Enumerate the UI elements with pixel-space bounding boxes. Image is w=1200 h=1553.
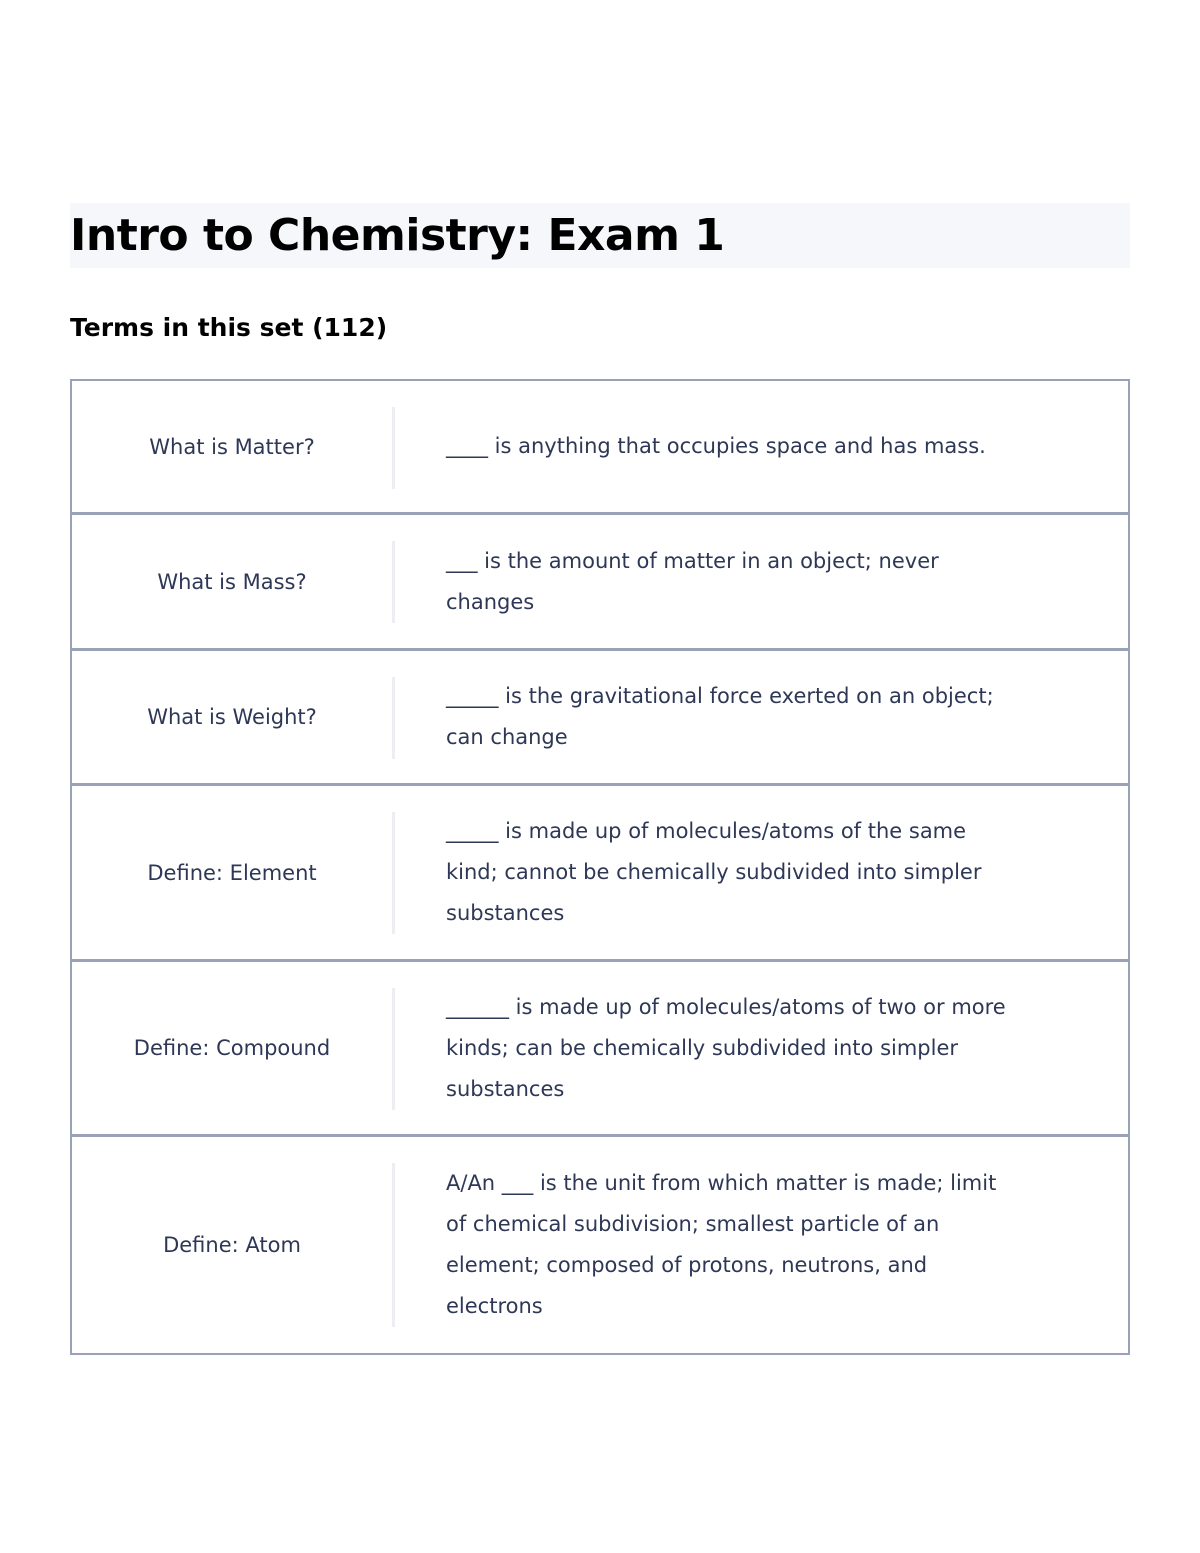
table-row [72,651,1128,786]
term-text: What is Weight? [147,705,317,729]
table-row [72,962,1128,1137]
term-text: Define: Compound [133,1036,331,1060]
column-divider [392,407,395,489]
term-text: What is Mass? [157,569,307,594]
definition-text: _____ is the gravitational force exerted on an object; can change [446,684,994,749]
table-row [72,786,1128,962]
term-text: Define: Element [147,860,317,885]
column-divider [392,677,395,759]
column-divider [392,541,395,623]
title-bar [70,203,1130,268]
definition-text: ___ is the amount of matter in an object; never changes [446,548,939,614]
table-row [72,381,1128,515]
terms-table [70,379,1130,1355]
column-divider [392,1163,395,1327]
definition-text: ____ is anything that occupies space and has mass. [446,434,986,458]
table-row [72,515,1128,651]
definition-text: ______ is made up of molecules/atoms of two or more kinds; can be chemically subdivided into simpler substances [446,994,1006,1101]
page-title: Intro to Chemistry: Exam 1 [70,210,725,261]
term-text: Define: Atom [163,1233,301,1257]
table-row [72,1137,1128,1353]
definition-text: _____ is made up of molecules/atoms of the same kind; cannot be chemically subdivided into simpler substances [446,819,982,925]
definition-text: A/An ___ is the unit from which matter is made; limit of chemical subdivision; smallest particle of an element; composed of protons, neutrons, and electrons [446,1171,997,1318]
column-divider [392,812,395,934]
column-divider [392,988,395,1110]
terms-count-heading: Terms in this set (112) [70,313,388,342]
term-text: What is Matter? [149,434,315,459]
